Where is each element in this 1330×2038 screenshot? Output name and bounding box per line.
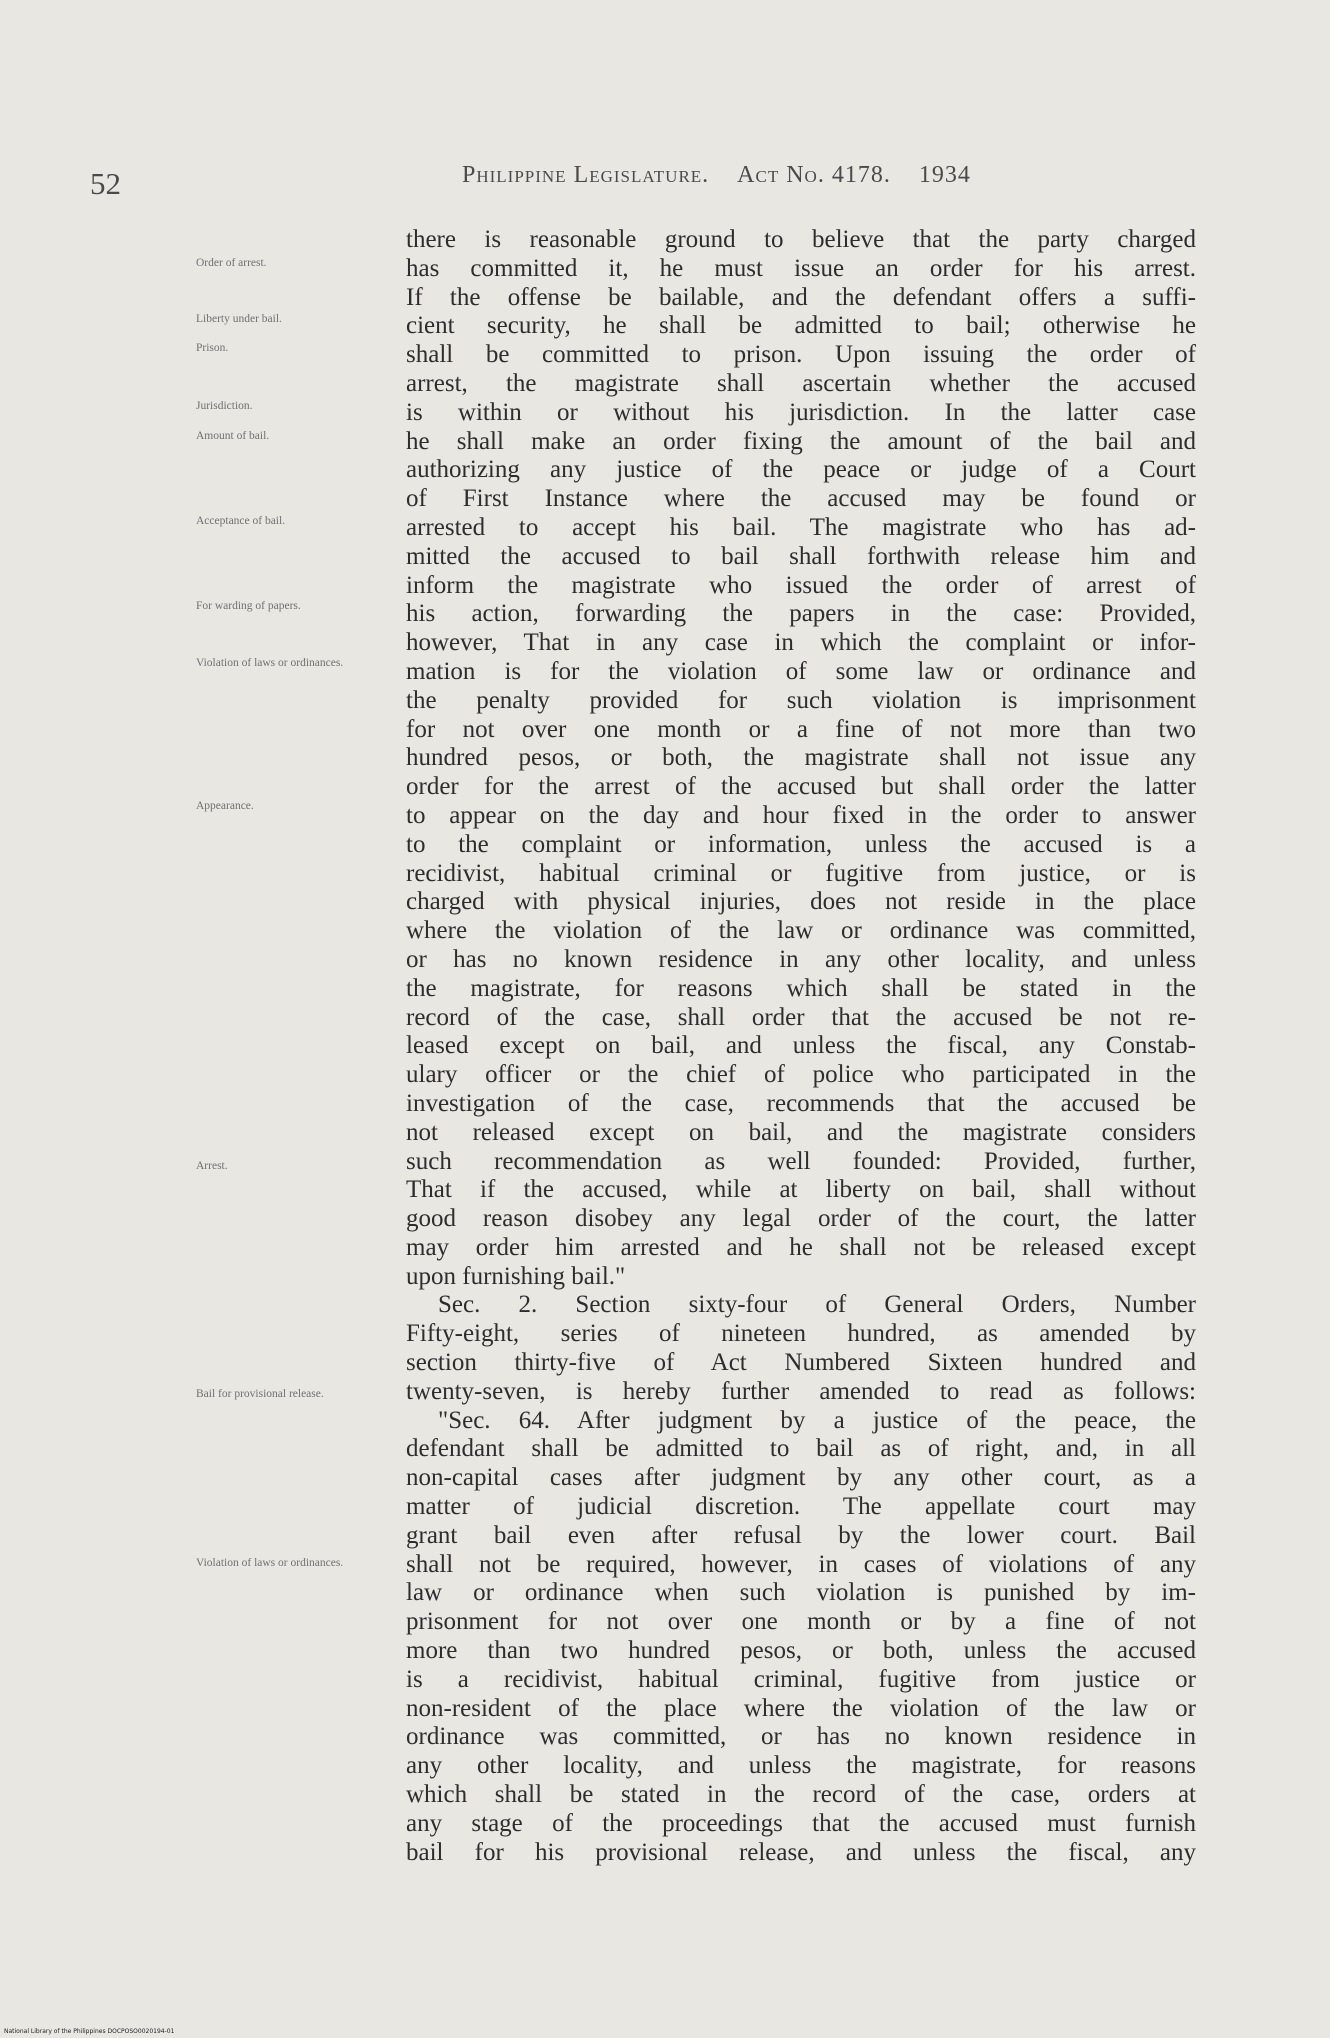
text-line: bail for his provisional release, and unless the fiscal, any [406,1838,1196,1866]
margin-note: Appearance. [196,800,254,812]
text-line: to the complaint or information, unless the accused is a [406,830,1196,858]
text-line: law or ordinance when such violation is punished by im- [406,1579,1196,1607]
text-line: any other locality, and unless the magistrate, for reasons [406,1752,1196,1780]
scan-footer-tag: National Library of the Philippines DOCPOSO0020194-01 [4,2028,175,2035]
text-line: however, That in any case in which the complaint or infor- [406,629,1196,657]
text-line: If the offense be bailable, and the defendant offers a suffi- [406,283,1196,311]
text-line: he shall make an order fixing the amount of the bail and [406,427,1196,455]
text-line: inform the magistrate who issued the order of arrest of [406,571,1196,599]
text-line: recidivist, habitual criminal or fugitive from justice, or is [406,859,1196,887]
margin-note: Prison. [196,342,229,354]
text-line: defendant shall be admitted to bail as of right, and, in all [406,1435,1196,1463]
text-line: Fifty-eight, series of nineteen hundred, as amended by [406,1320,1196,1348]
running-head [462,162,1142,189]
text-line: leased except on bail, and unless the fiscal, any Constab- [406,1032,1196,1060]
margin-note: Violation of laws or ordinances. [196,1557,344,1569]
text-line: non-resident of the place where the violation of the law or [406,1694,1196,1722]
margin-note: Violation of laws or ordinances. [196,657,344,669]
margin-note: Acceptance of bail. [196,515,286,527]
text-line: hundred pesos, or both, the magistrate shall not issue any [406,744,1196,772]
text-line: twenty-seven, is hereby further amended to read as follows: [406,1377,1196,1405]
running-head-title: Philippine Legislature. [462,162,710,188]
text-line: prisonment for not over one month or by a fine of not [406,1608,1196,1636]
margin-note: Order of arrest. [196,257,267,269]
text-line: which shall be stated in the record of the case, orders at [406,1781,1196,1809]
text-line: may order him arrested and he shall not be released except [406,1233,1196,1261]
margin-note: Arrest. [196,1160,228,1172]
text-line: to appear on the day and hour fixed in the order to answer [406,801,1196,829]
text-line: the penalty provided for such violation is imprisonment [406,686,1196,714]
margin-note: Bail for provisional release. [196,1388,324,1400]
margin-note: Jurisdiction. [196,400,253,412]
text-line: grant bail even after refusal by the lower court. Bail [406,1521,1196,1549]
text-line: good reason disobey any legal order of the court, the latter [406,1205,1196,1233]
text-line: non-capital cases after judgment by any other court, as a [406,1464,1196,1492]
text-line: shall be committed to prison. Upon issuing the order of [406,341,1196,369]
text-line: investigation of the case, recommends that the accused be [406,1089,1196,1117]
text-line: record of the case, shall order that the accused be not re- [406,1003,1196,1031]
running-head-year: 1934 [918,162,971,188]
text-line: his action, forwarding the papers in the case: Provided, [406,600,1196,628]
text-line: arrest, the magistrate shall ascertain whether the accused [406,369,1196,397]
text-line: for not over one month or a fine of not more than two [406,715,1196,743]
text-line: or has no known residence in any other locality, and unless [406,945,1196,973]
text-line: upon furnishing bail." [406,1262,626,1290]
text-line: "Sec. 64. After judgment by a justice of the peace, the [438,1406,1196,1434]
text-line: That if the accused, while at liberty on bail, shall without [406,1176,1196,1204]
body-text [406,226,1196,1867]
text-line: has committed it, he must issue an order for his arrest. [406,254,1196,282]
text-line: mation is for the violation of some law or ordinance and [406,657,1196,685]
text-line: shall not be required, however, in cases of violations of any [406,1550,1196,1578]
margin-note: For warding of papers. [196,600,301,612]
text-line: is a recidivist, habitual criminal, fugitive from justice or [406,1665,1196,1693]
text-line: is within or without his jurisdiction. In the latter case [406,398,1196,426]
text-line: where the violation of the law or ordinance was committed, [406,917,1196,945]
text-line: such recommendation as well founded: Provided, further, [406,1147,1196,1175]
text-line: more than two hundred pesos, or both, unless the accused [406,1637,1196,1665]
page-number: 52 [90,166,121,201]
text-line: ulary officer or the chief of police who participated in the [406,1061,1196,1089]
text-line: cient security, he shall be admitted to bail; otherwise he [406,312,1196,340]
text-line: matter of judicial discretion. The appellate court may [406,1493,1196,1521]
text-line: mitted the accused to bail shall forthwith release him and [406,542,1196,570]
text-line: authorizing any justice of the peace or judge of a Court [406,456,1196,484]
text-line: not released except on bail, and the magistrate considers [406,1118,1196,1146]
text-line: the magistrate, for reasons which shall be stated in the [406,974,1196,1002]
text-line: there is reasonable ground to believe that the party charged [406,226,1196,253]
text-line: ordinance was committed, or has no known residence in [406,1723,1196,1751]
text-line: charged with physical injuries, does not reside in the place [406,888,1196,916]
text-line: Sec. 2. Section sixty-four of General Orders, Number [438,1291,1196,1319]
text-line: section thirty-five of Act Numbered Sixteen hundred and [406,1349,1196,1377]
text-line: order for the arrest of the accused but shall order the latter [406,773,1196,801]
text-line: of First Instance where the accused may be found or [406,485,1196,513]
text-line: arrested to accept his bail. The magistrate who has ad- [406,513,1196,541]
running-head-act: Act No. 4178. [737,162,891,188]
margin-note: Liberty under bail. [196,313,282,325]
text-line: any stage of the proceedings that the accused must furnish [406,1809,1196,1837]
margin-note: Amount of bail. [196,430,270,442]
